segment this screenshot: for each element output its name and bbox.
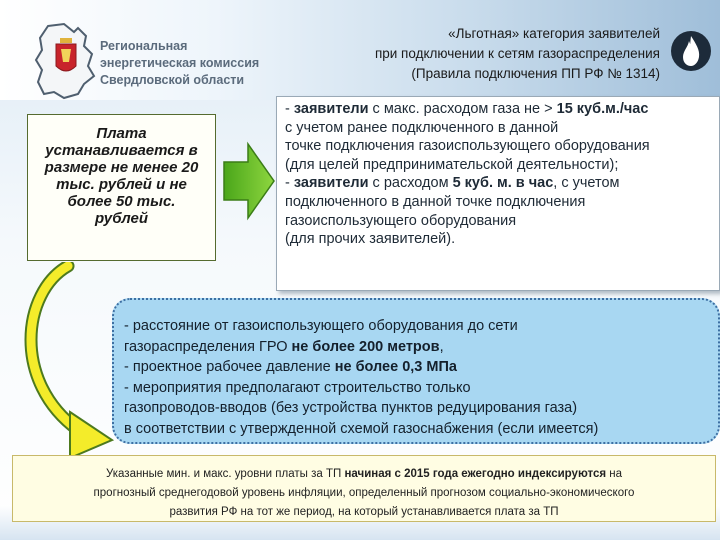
title-line: «Льготная» категория заявителей — [448, 26, 660, 41]
applicants-box — [276, 96, 720, 291]
conditions-box — [112, 298, 720, 444]
curved-arrow-icon — [12, 262, 122, 462]
applicants-line: (для целей предпринимательской деятельности); — [285, 156, 619, 173]
fee-line: Плата — [96, 125, 147, 142]
right-arrow-icon — [222, 140, 276, 222]
applicants-line: точке подключения газоиспользующего оборудования — [285, 138, 650, 155]
org-name-line: Свердловской области — [100, 73, 245, 87]
org-name-line: Региональная — [100, 39, 188, 53]
applicants-line: с учетом ранее подключенного в данной — [285, 119, 559, 136]
conditions-line: - мероприятия предполагают строительство только — [124, 379, 471, 396]
conditions-line: в соответствии с утвержденной схемой газоснабжения (если имеется) — [124, 420, 599, 437]
fee-line: более 50 тыс. — [67, 193, 176, 210]
title-line: при подключении к сетям газораспределения — [374, 46, 660, 61]
fee-line: тыс. рублей и не — [56, 176, 187, 193]
org-name-line: энергетическая комиссия — [100, 56, 260, 70]
conditions-line: - расстояние от газоиспользующего оборудования до сети — [124, 318, 518, 334]
footer-line: Указанные мин. и макс. уровни платы за ТП начиная с 2015 года ежегодно индексируются на — [105, 468, 623, 480]
region-map-logo — [34, 22, 96, 100]
applicants-line: газоиспользующего оборудования — [285, 212, 517, 229]
applicants-line: - заявители с макс. расходом газа не > 15 куб.м./час — [285, 101, 649, 117]
org-name — [100, 38, 260, 89]
applicants-line: (для прочих заявителей). — [285, 231, 456, 248]
applicants-line: подключенного в данной точке подключения — [285, 193, 586, 210]
footer-note — [12, 455, 716, 522]
conditions-line: газораспределения ГРО не более 200 метров, — [124, 338, 444, 355]
fee-box — [27, 114, 216, 261]
title-line: (Правила подключения ПП РФ № 1314) — [411, 66, 660, 81]
gas-flame-icon — [668, 28, 714, 74]
fee-line: рублей — [94, 210, 149, 227]
footer-line: развития РФ на тот же период, на который устанавливается плата за ТП — [169, 506, 559, 518]
conditions-line: - проектное рабочее давление не более 0,3 МПа — [124, 359, 457, 375]
slide-title — [270, 24, 660, 84]
conditions-line: газопроводов-вводов (без устройства пунктов редуцирования газа) — [124, 400, 578, 416]
applicants-line: - заявители с расходом 5 куб. м. в час, с учетом — [285, 175, 620, 192]
fee-line: размере не менее 20 — [44, 159, 199, 176]
footer-line: прогнозный среднегодовой уровень инфляции, определенный прогнозом социально-экономического — [93, 487, 635, 499]
fee-line: устанавливается в — [45, 142, 198, 159]
